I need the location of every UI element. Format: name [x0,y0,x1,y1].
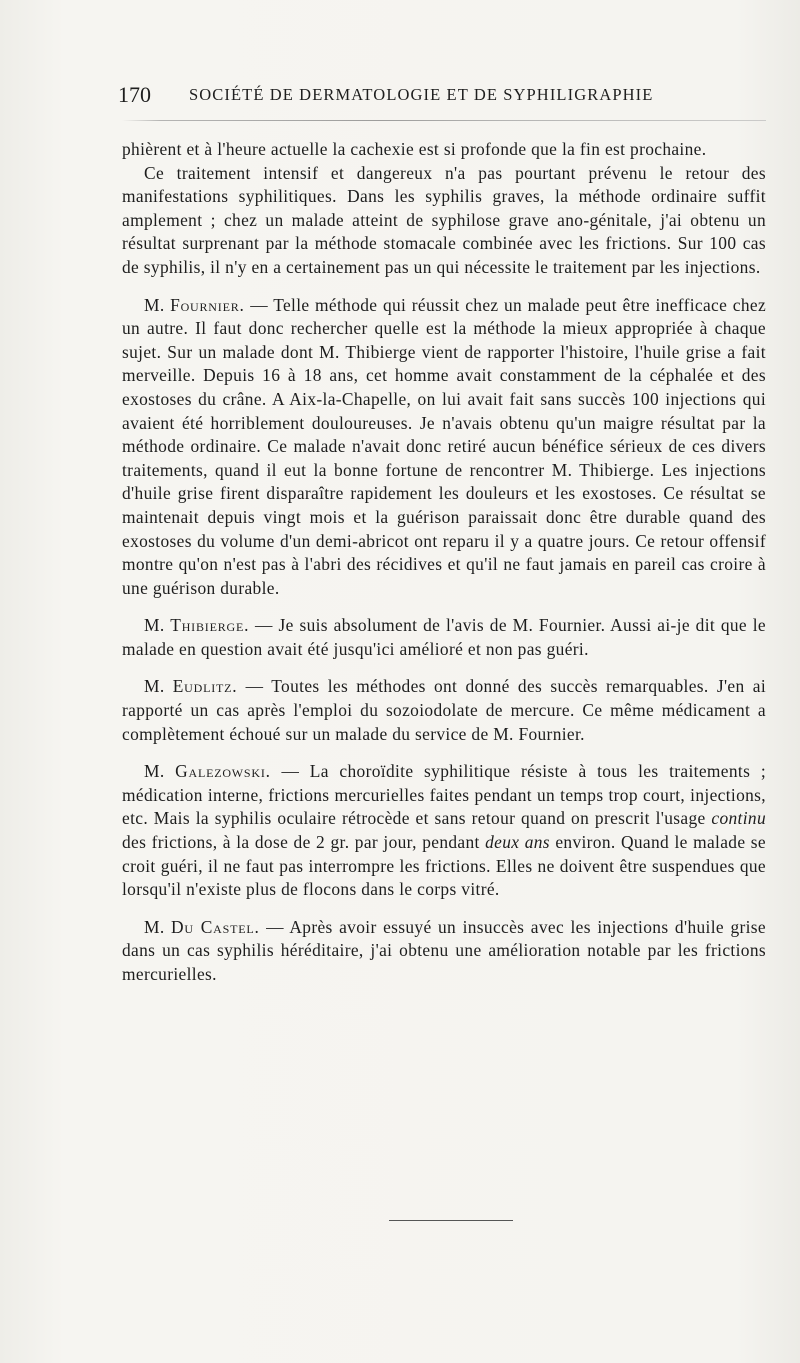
speaker-name: Thibierge. [170,615,250,636]
speech-text: — La choroïdite syphilitique résiste à tous les traitements ; médication interne, frictions mercurielles faites pendant un temps trop court, injections, etc. Mais la syphilis oculaire rétrocède et sans retour quand on prescrit l'usage [122,761,766,829]
body-text [122,138,766,987]
speaker-prefix: M. [144,916,165,937]
paragraph-continuation [122,138,766,162]
speaker-prefix: M. [144,615,165,636]
paragraph-text: phièrent et à l'heure actuelle la cachexie est si profonde que la fin est prochaine. [122,139,707,159]
speech-galezowski [122,760,766,902]
speaker-prefix: M. [144,294,165,315]
speech-du-castel [122,916,766,987]
speaker-prefix: M. [144,676,165,697]
speaker-name: Du Castel. [171,916,260,937]
paragraph-text: Ce traitement intensif et dangereux n'a pas pourtant prévenu le retour des manifestations syphilitiques. Dans les syphilis graves, la méthode ordinaire suffit amplement ; chez un malade atteint de syphilose grave ano-génitale, j'ai obtenu un résultat surprenant par la méthode stomacale combinée avec les frictions. Sur 100 cas de syphilis, il n'y en a certainement pas un qui nécessite le traitement par les injections. [122,162,766,277]
page-header [118,80,768,110]
speech-text: — Je suis absolument de l'avis de M. Fournier. Aussi ai-je dit que le malade en question avait été jusqu'ici amélioré et non pas guéri. [122,615,767,659]
header-rule [122,120,766,121]
speech-eudlitz [122,675,766,746]
emphasis-text: deux ans [485,832,550,853]
speaker-name: Eudlitz. [172,676,238,697]
section-end-rule [389,1220,513,1221]
speech-thibierge [122,614,766,661]
speech-fournier [122,294,766,601]
speaker-prefix: M. [144,761,165,782]
speech-text: environ. Quand le malade se croit guéri, il ne faut pas interrompre les frictions. Elles ne doivent être suspendues que lorsqu'il n'existe plus de flocons dans le corps vitré. [122,832,766,900]
running-title: SOCIÉTÉ DE DERMATOLOGIE ET DE SYPHILIGRAPHIE [189,85,654,104]
speaker-name: Galezowski. [175,761,271,782]
speech-text: — Après avoir essuyé un insuccès avec les injections d'huile grise dans un cas syphilis héréditaire, j'ai obtenu une amélioration notable par les frictions mercurielles. [122,916,766,984]
page-number: 170 [118,82,151,107]
speech-text: des frictions, à la dose de 2 gr. par jour, pendant [122,832,480,853]
paragraph [122,162,766,280]
speech-text: — Toutes les méthodes ont donné des succès remarquables. J'en ai rapporté un cas après l'emploi du sozoiodolate de mercure. Ce même médicament a complètement échoué sur un malade du service de M. Fournier. [122,676,766,744]
speaker-name: Fournier. [170,294,245,315]
emphasis-text: continu [711,808,767,829]
speech-text: — Telle méthode qui réussit chez un malade peut être inefficace chez un autre. Il faut donc rechercher quelle est la méthode la mieux appropriée à chaque sujet. Sur un malade dont M. Thibierge vient de rapporter l'histoire, l'huile grise a fait merveille. Depuis 16 à 18 ans, cet homme avait constamment de la céphalée et des exostoses du crâne. A Aix-la-Chapelle, on lui avait fait sans succès 100 injections qui avaient été horriblement douloureuses. Je n'avais obtenu qu'un maigre résultat par la méthode ordinaire. Ce malade n'avait donc retiré aucun bénéfice sérieux de ces divers traitements, quand il eut la bonne fortune de rencontrer M. Thibierge. Les injections d'huile grise firent disparaître rapidement les douleurs et les exostoses. Ce résultat se maintenait depuis vingt mois et la guérison paraissait donc être durable quand des exostoses du volume d'un demi-abricot ont reparu il y a quatre jours. Ce retour offensif montre qu'on n'est pas à l'abri des récidives et qu'il ne faut jamais en pareil cas croire à une guérison durable. [122,294,767,598]
